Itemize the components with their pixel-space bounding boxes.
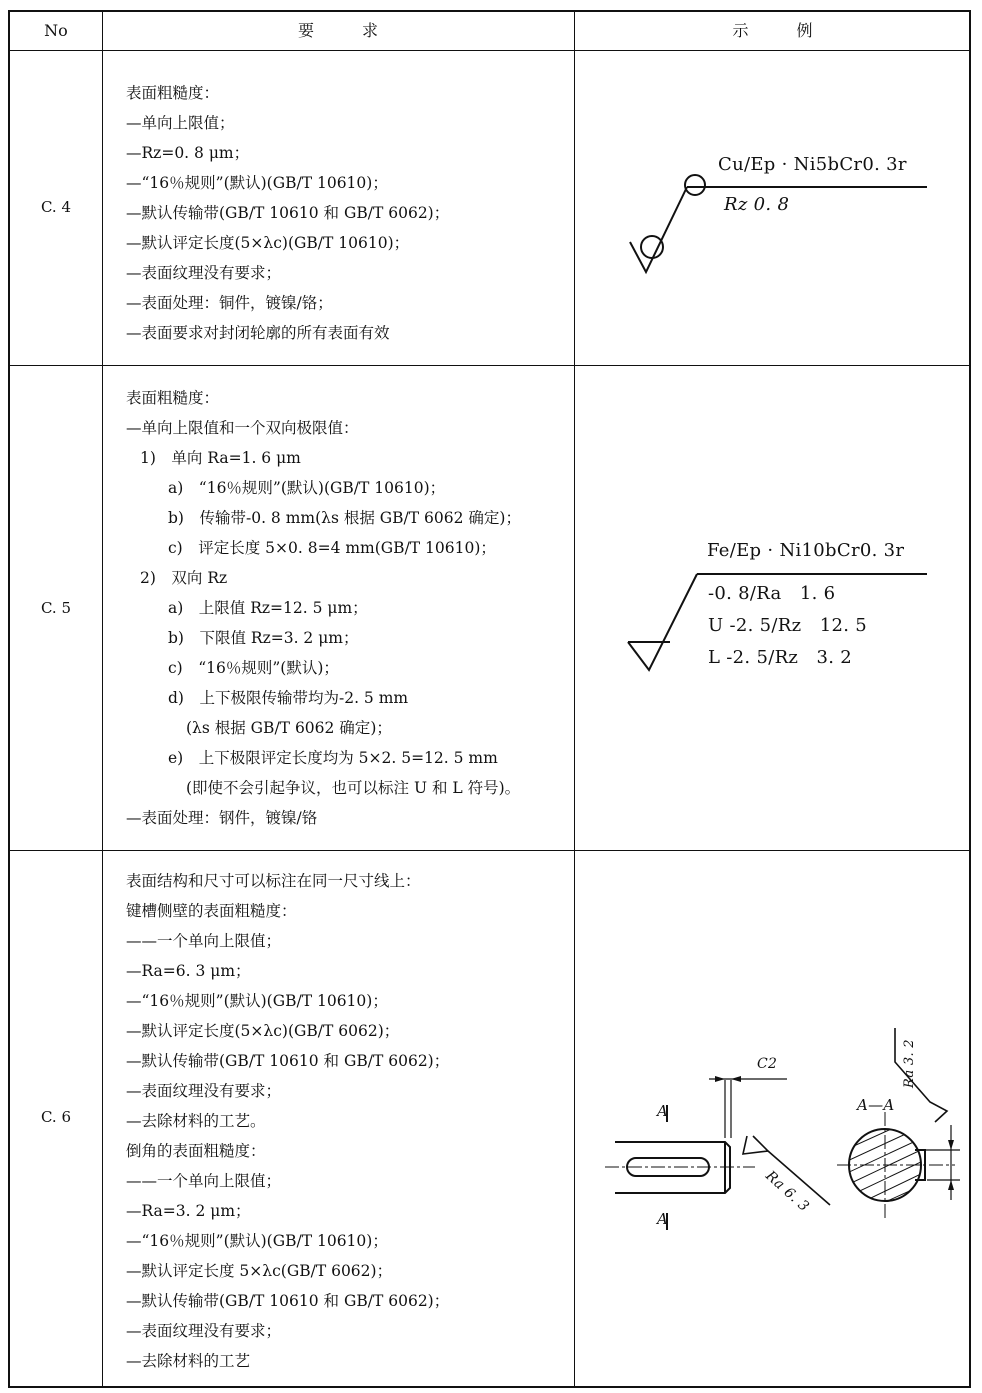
requirement-line: —表面纹理没有要求； bbox=[126, 1082, 282, 1100]
requirement-line: —“16％规则”(默认)(GB/T 10610)； bbox=[126, 174, 388, 192]
requirement-line: —默认传输带(GB/T 10610 和 GB/T 6062)； bbox=[126, 1292, 450, 1310]
header-no: No bbox=[44, 21, 68, 40]
symbol-line-1: -0. 8/Ra 1. 6 bbox=[708, 583, 836, 604]
chamfer-dimension: C2 bbox=[757, 1056, 778, 1072]
section-mark-bottom: A bbox=[657, 1210, 669, 1228]
surface-symbol-multi-limit bbox=[575, 365, 971, 850]
requirement-line: —默认评定长度(5×λc)(GB/T 10610)； bbox=[126, 234, 410, 252]
symbol-line-3: L -2. 5/Rz 3. 2 bbox=[708, 647, 853, 668]
requirement-line: (即使不会引起争议，也可以标注 U 和 L 符号)。 bbox=[186, 779, 521, 797]
requirement-line: —去除材料的工艺。 bbox=[126, 1112, 266, 1130]
requirements-table bbox=[8, 10, 971, 1388]
requirement-line: e) 上下极限评定长度均为 5×2. 5=12. 5 mm bbox=[168, 749, 498, 767]
symbol-top-text: Fe/Ep · Ni10bCr0. 3r bbox=[707, 540, 905, 561]
requirement-line: —单向上限值； bbox=[126, 114, 235, 132]
column-divider-1 bbox=[102, 12, 103, 1386]
header-requirements: 要 求 bbox=[297, 21, 378, 40]
section-label: A—A bbox=[857, 1096, 895, 1114]
example-c4 bbox=[575, 50, 971, 365]
requirement-line: —表面纹理没有要求； bbox=[126, 1322, 282, 1340]
example-c5 bbox=[575, 365, 971, 850]
row-number: C. 6 bbox=[40, 1108, 72, 1126]
requirement-line: 1) 单向 Ra=1. 6 μm bbox=[140, 449, 301, 467]
requirement-line: —“16％规则”(默认)(GB/T 10610)； bbox=[126, 992, 388, 1010]
requirement-line: 2) 双向 Rz bbox=[140, 569, 228, 587]
header-example: 示 例 bbox=[732, 21, 813, 40]
requirement-line: 倒角的表面粗糙度： bbox=[126, 1142, 266, 1160]
requirement-line: —Ra=6. 3 μm； bbox=[126, 962, 251, 980]
row-number: C. 4 bbox=[40, 198, 72, 216]
requirement-line: a) “16％规则”(默认)(GB/T 10610)； bbox=[168, 479, 446, 497]
symbol-top-text: Cu/Ep · Ni5bCr0. 3r bbox=[718, 154, 907, 175]
requirement-line: c) “16％规则”(默认)； bbox=[168, 659, 339, 677]
requirement-text bbox=[126, 383, 521, 833]
requirement-line: a) 上限值 Rz=12. 5 μm； bbox=[168, 599, 368, 617]
requirement-line: —Rz=0. 8 μm； bbox=[126, 144, 250, 162]
requirement-line: 键槽侧壁的表面粗糙度： bbox=[126, 902, 297, 920]
requirement-text bbox=[126, 866, 449, 1376]
requirement-line: 表面粗糙度： bbox=[126, 84, 220, 102]
requirement-line: —去除材料的工艺 bbox=[126, 1352, 251, 1370]
section-mark-top: A bbox=[657, 1102, 669, 1120]
requirement-line: —表面纹理没有要求； bbox=[126, 264, 282, 282]
requirement-line: (λs 根据 GB/T 6062 确定)； bbox=[186, 719, 392, 737]
requirement-line: b) 传输带-0. 8 mm(λs 根据 GB/T 6062 确定)； bbox=[168, 509, 521, 527]
requirement-line: d) 上下极限传输带均为-2. 5 mm bbox=[168, 689, 409, 707]
chamfer-roughness-label: Ra 6. 3 bbox=[762, 1168, 813, 1216]
requirement-line: ——一个单向上限值； bbox=[126, 1172, 282, 1190]
requirement-line: —表面要求对封闭轮廓的所有表面有效 bbox=[126, 324, 390, 342]
example-c6 bbox=[575, 850, 971, 1388]
shaft-keyway-drawing bbox=[575, 850, 971, 1388]
requirement-line: 表面结构和尺寸可以标注在同一尺寸线上： bbox=[126, 872, 421, 890]
requirement-line: —Ra=3. 2 μm； bbox=[126, 1202, 251, 1220]
requirement-line: c) 评定长度 5×0. 8=4 mm(GB/T 10610)； bbox=[168, 539, 496, 557]
requirement-line: ——一个单向上限值； bbox=[126, 932, 282, 950]
requirement-line: —默认评定长度 5×λc(GB/T 6062)； bbox=[126, 1262, 393, 1280]
requirement-line: —单向上限值和一个双向极限值： bbox=[126, 419, 359, 437]
requirement-line: —默认传输带(GB/T 10610 和 GB/T 6062)； bbox=[126, 204, 450, 222]
row-number: C. 5 bbox=[40, 599, 72, 617]
symbol-line-2: U -2. 5/Rz 12. 5 bbox=[708, 615, 868, 636]
requirement-text bbox=[126, 78, 449, 348]
requirement-line: —默认评定长度(5×λc)(GB/T 6062)； bbox=[126, 1022, 400, 1040]
requirement-line: —表面处理：铜件，镀镍/铬； bbox=[126, 294, 333, 312]
requirement-line: —默认传输带(GB/T 10610 和 GB/T 6062)； bbox=[126, 1052, 450, 1070]
requirement-line: b) 下限值 Rz=3. 2 μm； bbox=[168, 629, 359, 647]
requirement-line: —表面处理：钢件，镀镍/铬 bbox=[126, 809, 318, 827]
requirement-line: —“16％规则”(默认)(GB/T 10610)； bbox=[126, 1232, 388, 1250]
symbol-line-1: Rz 0. 8 bbox=[724, 194, 790, 215]
requirement-line: 表面粗糙度： bbox=[126, 389, 220, 407]
keyway-roughness-label: Ra 3. 2 bbox=[902, 1039, 917, 1088]
